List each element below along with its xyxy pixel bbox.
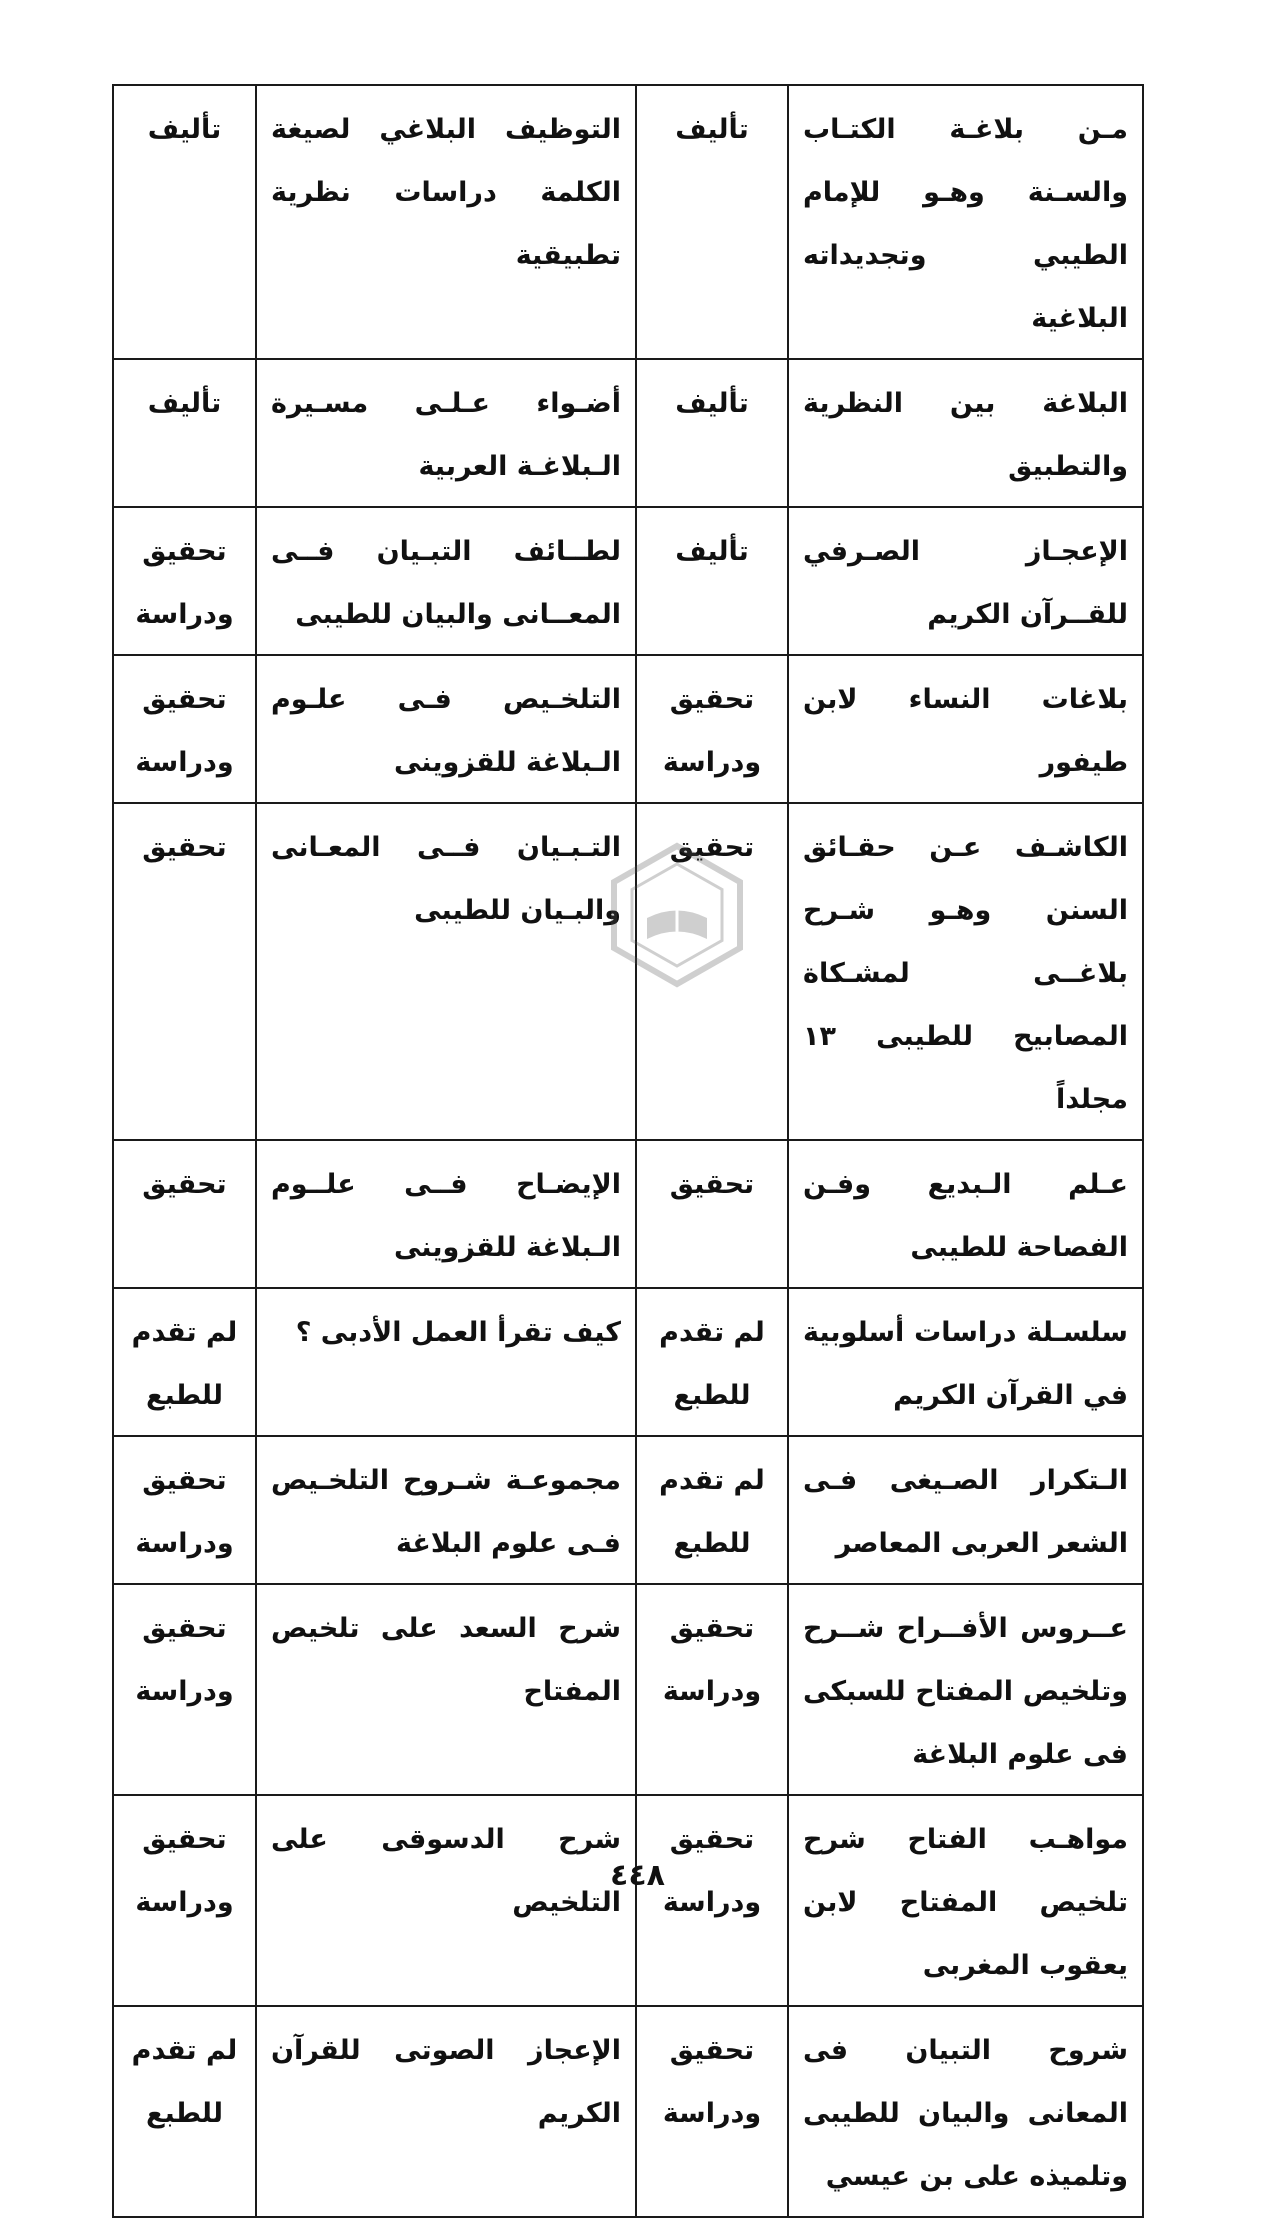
right-type-cell: تحقيق ودراسة (636, 1795, 788, 2006)
publications-table (112, 84, 1144, 2218)
right-type-cell: تأليف (636, 507, 788, 655)
right-type-cell: تحقيق ودراسة (636, 1584, 788, 1795)
left-title-cell: الإعجاز الصوتى للقرآن الكريم (256, 2006, 636, 2217)
right-type-cell: لم تقدم للطبع (636, 1288, 788, 1436)
left-type-cell: تأليف (113, 85, 256, 359)
left-title-cell: أضـواء عـلـى مسـيرة الـبلاغـة العربية (256, 359, 636, 507)
table-row (113, 359, 1143, 507)
right-type-cell: تحقيق (636, 803, 788, 1140)
right-type-cell: تأليف (636, 359, 788, 507)
right-title-cell: شروح التبيان فى المعانى والبيان للطيبى وتلميذه على بن عيسي (788, 2006, 1143, 2217)
table-row (113, 655, 1143, 803)
left-type-cell: تحقيق ودراسة (113, 1795, 256, 2006)
table-row (113, 1584, 1143, 1795)
left-title-cell: لطــائف التبـيان فــى المعــانى والبيان للطيبى (256, 507, 636, 655)
page-number: ٤٤٨ (610, 1858, 665, 1893)
right-title-cell: الإعجـاز الصـرفي للقــرآن الكريم (788, 507, 1143, 655)
table-row (113, 2006, 1143, 2217)
left-type-cell: لم تقدم للطبع (113, 1288, 256, 1436)
right-type-cell: تحقيق (636, 1140, 788, 1288)
right-type-cell: تأليف (636, 85, 788, 359)
left-type-cell: تأليف (113, 359, 256, 507)
table-row (113, 1436, 1143, 1584)
left-title-cell: كيف تقرأ العمل الأدبى ؟ (256, 1288, 636, 1436)
publications-table-body (113, 85, 1143, 2217)
right-title-cell: مـن بلاغـة الكتـاب والسـنة وهـو للإمام الطيبي وتجديداته البلاغية (788, 85, 1143, 359)
right-title-cell: عــروس الأفــراح شــرح وتلخيص المفتاح للسبكى فى علوم البلاغة (788, 1584, 1143, 1795)
right-title-cell: البلاغة بين النظرية والتطبيق (788, 359, 1143, 507)
left-type-cell: لم تقدم للطبع (113, 2006, 256, 2217)
left-type-cell: تحقيق (113, 803, 256, 1140)
right-title-cell: بلاغات النساء لابن طيفور (788, 655, 1143, 803)
book-seal-watermark-icon (602, 840, 752, 990)
right-title-cell: عـلم الـبديع وفـن الفصاحة للطيبى (788, 1140, 1143, 1288)
left-type-cell: تحقيق ودراسة (113, 1584, 256, 1795)
right-title-cell: الـتكرار الصـيغى فـى الشعر العربى المعاصر (788, 1436, 1143, 1584)
left-title-cell: مجموعـة شـروح التلخـيص فـى علوم البلاغة (256, 1436, 636, 1584)
table-row (113, 507, 1143, 655)
left-type-cell: تحقيق ودراسة (113, 507, 256, 655)
left-type-cell: تحقيق ودراسة (113, 1436, 256, 1584)
right-type-cell: تحقيق ودراسة (636, 655, 788, 803)
left-title-cell: شرح السعد على تلخيص المفتاح (256, 1584, 636, 1795)
right-title-cell: الكاشـف عـن حقـائق السنن وهـو شـرح بلاغــى لمشـكاة المصابيح للطيبى ١٣ مجلداً (788, 803, 1143, 1140)
left-title-cell: التلخـيص فـى علـوم الـبلاغة للقزوينى (256, 655, 636, 803)
table-row (113, 1795, 1143, 2006)
left-title-cell: الإيضـاح فــى علــوم الـبلاغة للقزوينى (256, 1140, 636, 1288)
right-title-cell: مواهـب الفتاح شرح تلخيص المفتاح لابن يعقوب المغربى (788, 1795, 1143, 2006)
table-row (113, 1288, 1143, 1436)
right-type-cell: لم تقدم للطبع (636, 1436, 788, 1584)
left-title-cell: التوظيف البلاغي لصيغة الكلمة دراسات نظرية تطبيقية (256, 85, 636, 359)
right-type-cell: تحقيق ودراسة (636, 2006, 788, 2217)
table-row (113, 1140, 1143, 1288)
left-type-cell: تحقيق ودراسة (113, 655, 256, 803)
left-title-cell: التـبـيان فــى المعـانى والبـيان للطيبى (256, 803, 636, 1140)
right-title-cell: سلسـلة دراسات أسلوبية في القرآن الكريم (788, 1288, 1143, 1436)
table-row (113, 85, 1143, 359)
left-title-cell: شرح الدسوقى على التلخيص (256, 1795, 636, 2006)
left-type-cell: تحقيق (113, 1140, 256, 1288)
